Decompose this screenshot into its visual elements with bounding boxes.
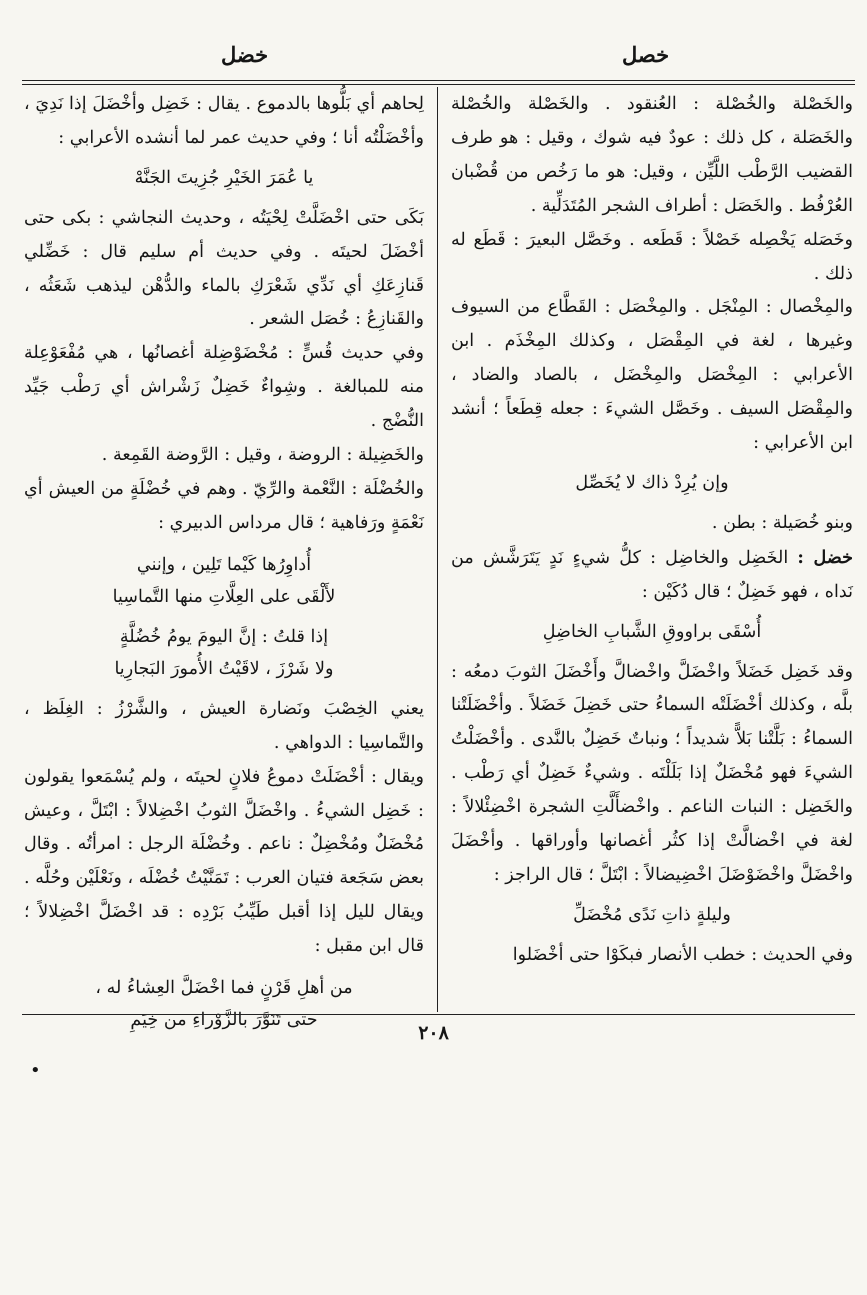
bottom-rule [22,1014,855,1015]
verse-couplet [24,549,424,613]
entry-headword: خضل : [797,546,853,568]
top-rule [22,80,855,81]
verse-couplet [24,621,424,685]
verse-line: يا عُمَرَ الخَيْرِ جُزِيتَ الجَنَّهْ [134,167,314,188]
header-word-right: خصل [622,42,670,67]
verse-hemistich: حتى تَنَوَّرَ بالزَّوْراءِ من خِيَمِ [130,1010,318,1031]
paragraph: وبنو خُصَيلة : بطن . [711,512,853,533]
dictionary-entry [451,541,853,610]
right-column [451,88,853,1010]
paragraph: ويقال : أخْضَلَتْ دموعُ فلانٍ لحيتَه ، ولم يُسْمَعوا يقولون : خَضِل الشيءُ . واخْضَلَّ الثوبُ اخْضِلالاً : ابْتَلَّ ، وعيش مُخْضَلٌ ومُخْضِلٌ : ناعم . وخُضْلَة الرجل : امرأتُه . وقال بعض سَجَعة فتيان العرب : تَمَنَّيْتُ خُضْلَه ، ونَعْلَيْن وحُلَّه . ويقال لليل إذا أقبل طَيِّبُ بَرْدِه : قد اخْضَلَّ اخْضِلالاً ؛ قال ابن مقبل : [24,766,424,957]
verse-line: وإن يُرِدْ ذاك لا يُخَصِّل [575,472,729,493]
verse-line: أُسْقَى براووقِ الشَّبابِ الخاضِلِ [542,621,762,642]
entry-text: الخَضِل والخاضِل : كلُّ شيءٍ نَدٍ يَتَرَشَّش من نَداه ، فهو خَضِلٌ ؛ قال دُكَيْن : [451,547,853,602]
margin-dot: • [30,1060,41,1081]
paragraph: وقد خَضِل خَضَلاً واخْضَلَّ واخْضالَّ وأَخْضَلَ الثوبَ دمعُه : بلَّه ، وكذلك أخْضَلَتْه السماءُ حتى خَضِلَ خَضَلاً . وأخْضَلَتْنا السماءُ : بَلَّتْنا بَلاًّ شديداً ؛ ونباتٌ خَضِلٌ بالنَّدى . وأخْضَلْتُ الشيءَ فهو مُخْضَلٌ إذا بَلَلْتَه . وشيءٌ خَضِلٌ أي رَطْب . والخَضِل : النبات الناعم . واخْضأَلَّتِ الشجرة اخْضِئْلالاً : لغة في اخْضالَّتْ إذا كثُر أغصانها وأوراقها . وأخْضَلَ واخْضَلَّ واخْضَوْضَلَ اخْضِيضالاً : ابْتَلَّ ؛ قال الراجز : [451,661,853,885]
verse-hemistich: من أهلِ قَرْنٍ فما اخْضَلَّ العِشاءُ له ، [95,978,353,999]
verse-hemistich: ولا شَرْزَ ، لاقَيْتُ الأُمورَ البَجارِيا [114,658,334,679]
paragraph: يعني الخِصْبَ ونَضارة العيش ، والشَّرْزُ : الغِلَظ ، والتَّماسِيا : الدواهي . [24,698,424,753]
paragraph: والخُضْلَة : النَّعْمة والرِّيّ . وهم في خُضْلَةٍ من العيش أي نَعْمَةٍ ورَفاهية ؛ قال مرداس الدبيري : [24,478,424,533]
paragraph: والخَصْلة والخُصْلة : العُنقود . والخَصْلة والخُصْلة والخَصَلة ، كل ذلك : عودٌ فيه شوك ، وقيل : هو طرف القضيب الرَّطْب اللَّيِّن ، وقيل: هو ما رَخُص من قُضْبان العُرْفُط . والخَصَل : أطراف الشجر المُتَدَلِّية . [451,94,853,216]
paragraph: وفي الحديث : خطب الأنصار فبكَوْا حتى أخْضَلوا [512,944,853,965]
column-divider [437,87,438,1012]
paragraph: لِحاهم أي بَلُّوها بالدموع . يقال : خَضِل وأخْضَلَ إذا نَدِيَ ، وأخْضَلْتُه أنا ؛ وفي حديث عمر لما أنشده الأعرابي : [24,94,424,148]
top-rule-inner [22,84,855,85]
paragraph: والمِخْصال : المِنْجَل . والمِخْصَل : القَطَّاع من السيوف وغيرها ، لغة في المِقْصَل ، وكذلك المِخْذَم . ابن الأعرابي : المِخْصَل والمِخْضَل ، بالصاد والضاد ، والمِقْصَل السيف . وخَصَّل الشيءَ : جعله قِطَعاً ؛ أنشد ابن الأعرابي : [451,297,853,454]
verse-line: وليلةٍ ذاتِ نَدًى مُخْضَلِّ [573,904,731,925]
paragraph: وخَصَله يَخْصِله خَصْلاً : قَطَعه . وخَصَّل البعيرَ : قَطَع له ذلك . [451,229,853,284]
paragraph: والخَضِيلة : الروضة ، وقيل : الرَّوضة القَمِعة . [101,445,424,466]
paragraph: وفي حديث قُسٍّ : مُخْضَوْضِلة أغصانُها ، هي مُفْعَوْعِلة منه للمبالغة . وشِواءٌ خَضِلٌ زَشْراش أي رَطْب جَيِّد النُّضْج . [24,343,424,432]
verse-hemistich: لأَلْقَى على العِلَّاتِ منها التَّماسِيا [112,586,336,607]
verse-hemistich: أُداوِرُها كَيْما تَلِين ، وإنني [136,554,312,575]
header-word-left: خضل [221,42,269,67]
page-number: ٢٠٨ [418,1022,449,1044]
paragraph: بَكَى حتى اخْضَلَّتْ لِحْيَتُه ، وحديث النجاشي : بكى حتى أخْضَلَ لحيتَه . وفي حديث أم سليم قال : خَضِّلي قَنازِعَكِ أي نَدِّي شَعْرَكِ بالماء والدُّهْن ليذهب شَعَثُه ، والقَنازِعُ : خُصَل الشعر . [24,207,424,330]
verse-hemistich: إذا قلتُ : إنَّ اليومَ يومُ خُضُلَّةٍ [119,626,329,647]
left-column [24,88,424,1031]
